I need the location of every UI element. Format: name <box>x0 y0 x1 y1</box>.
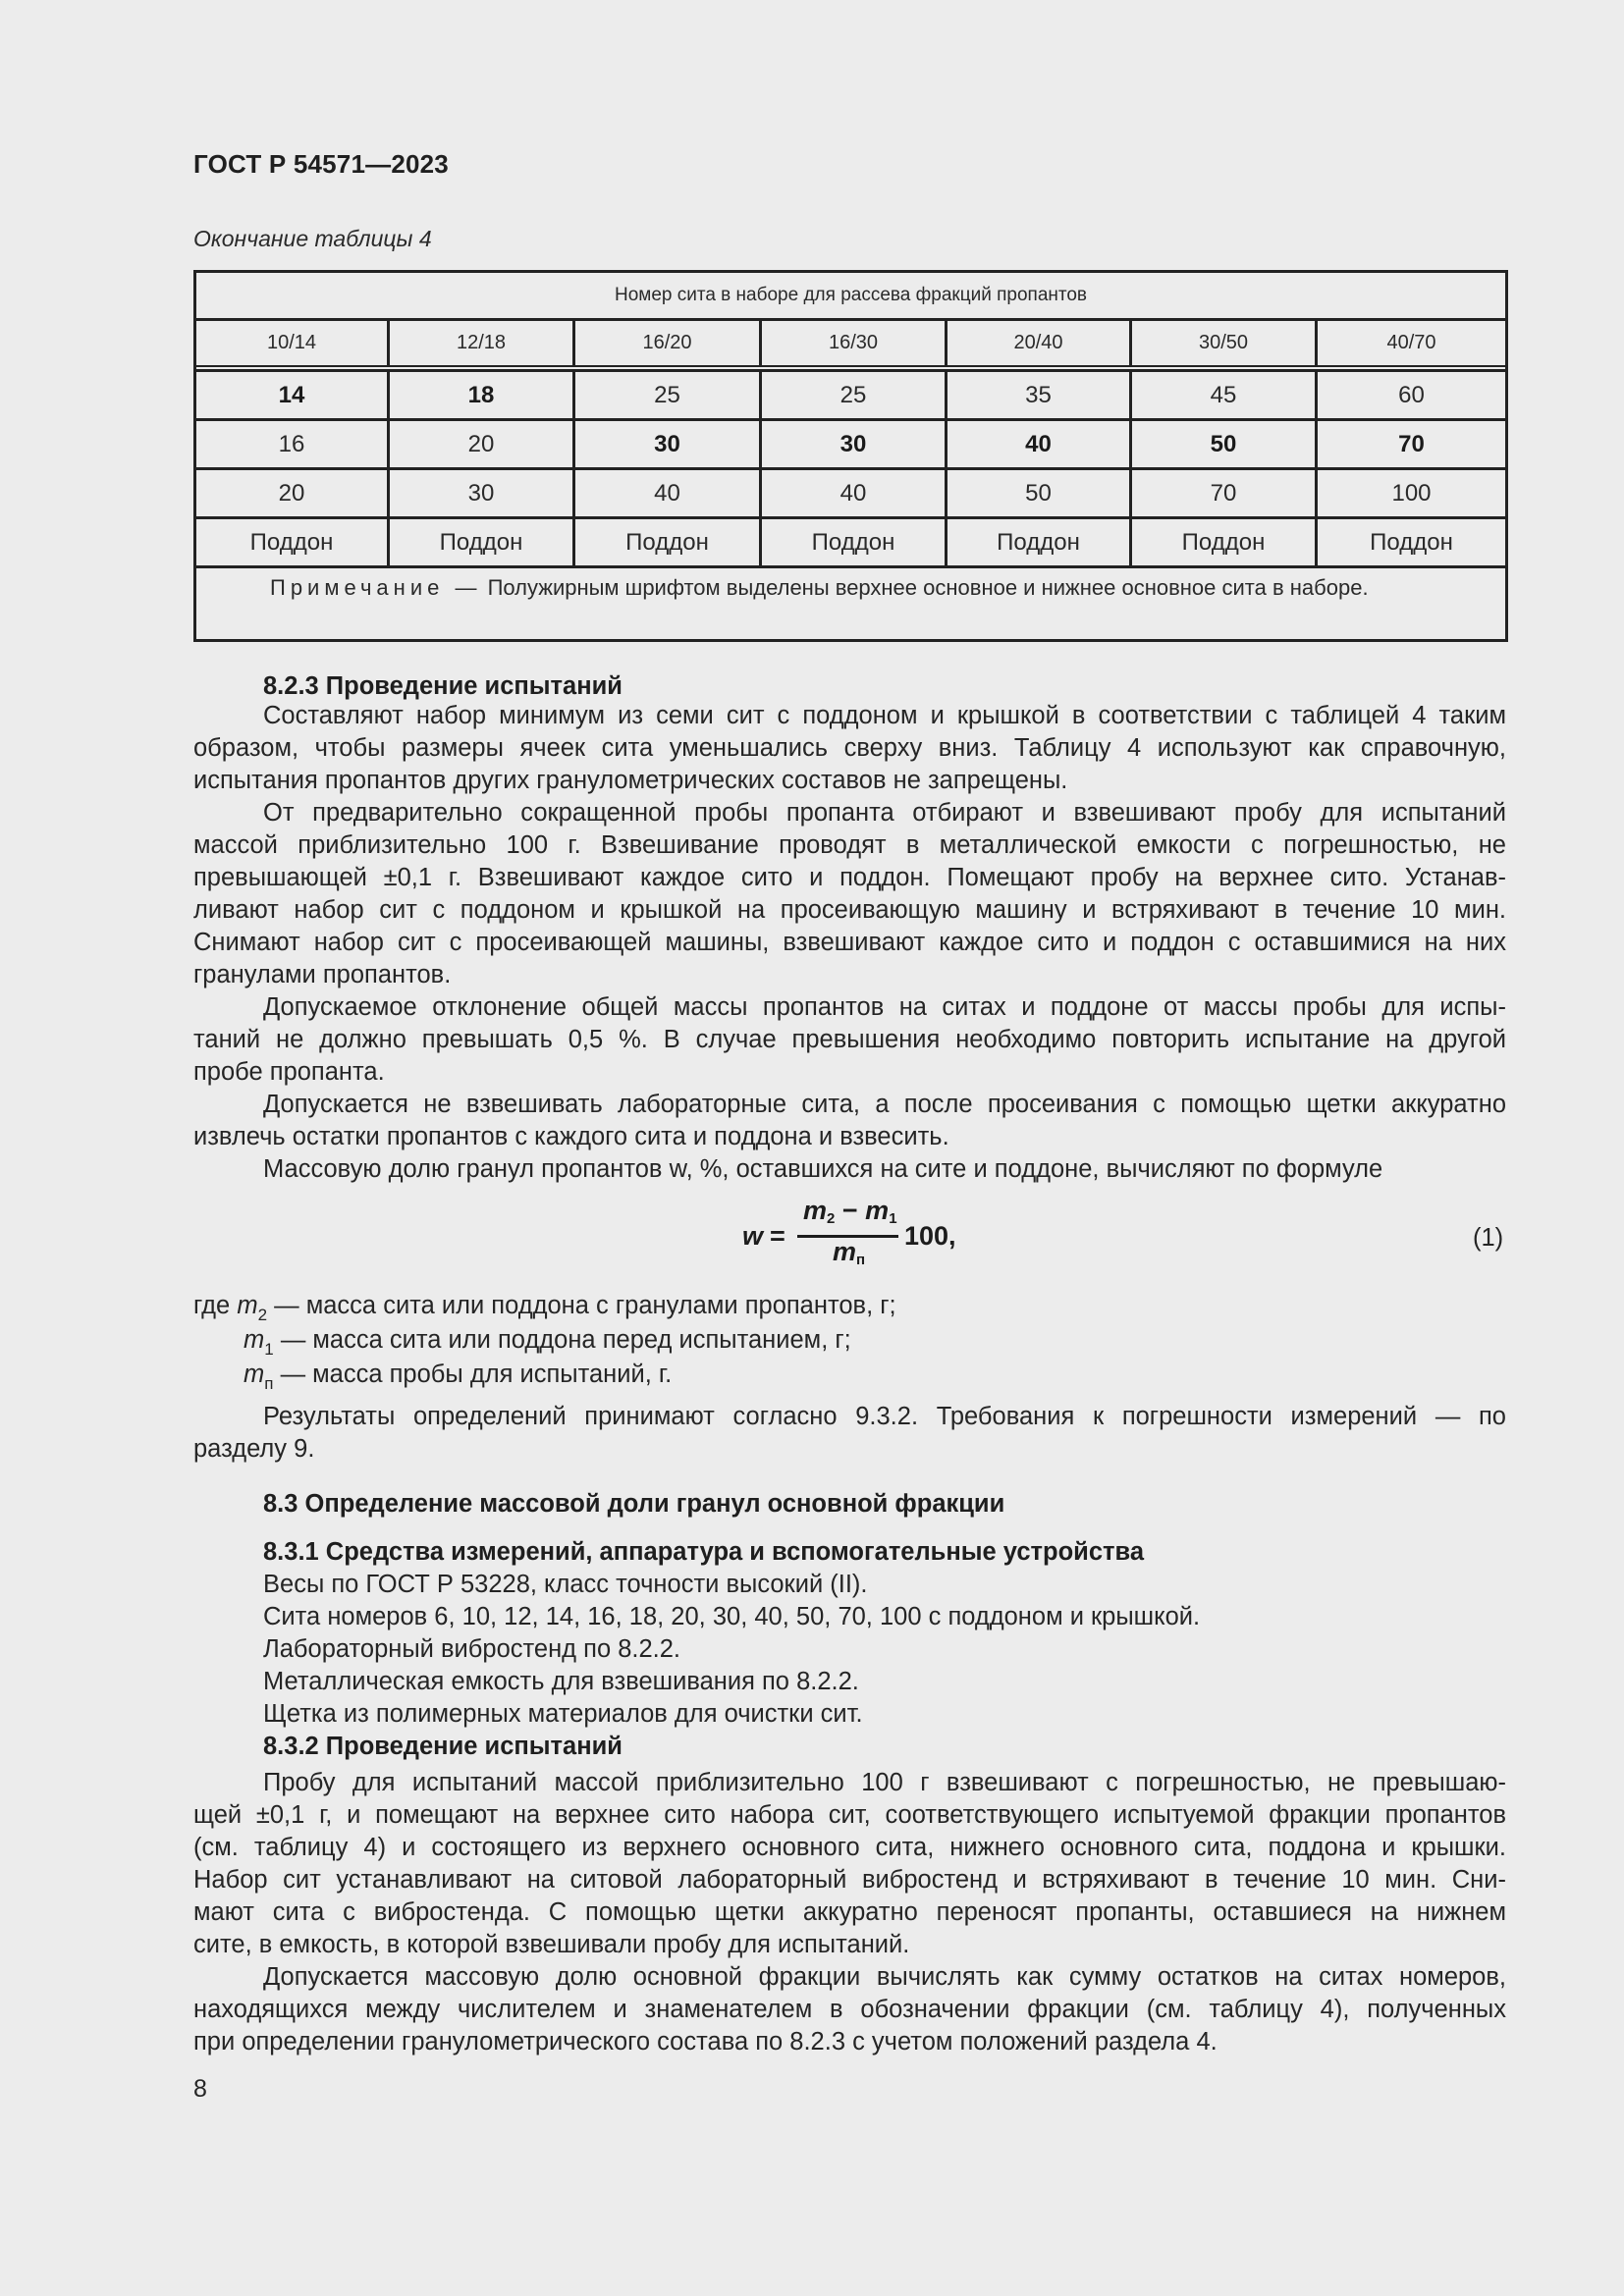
table-cell: 40 <box>575 470 762 516</box>
table-cell: 18 <box>390 372 575 418</box>
section-heading-8-2-3: 8.2.3 Проведение испытаний <box>263 672 623 700</box>
paragraph-line: Допускается массовую долю основной фракции вычислять как сумму остатков на ситах номеров, <box>263 1963 1506 1991</box>
table-cell: Поддон <box>390 519 575 565</box>
table-row <box>196 421 1505 470</box>
equipment-item: Металлическая емкость для взвешивания по 8.2.2. <box>263 1668 859 1695</box>
section-heading-8-3: 8.3 Определение массовой доли гранул основной фракции <box>263 1490 1005 1518</box>
sieve-table <box>193 270 1508 642</box>
column-header: 40/70 <box>1386 332 1436 353</box>
formula-lhs: w <box>742 1221 764 1251</box>
note-text: Полужирным шрифтом выделены верхнее основное и нижнее основное сита в наборе. <box>487 575 1369 600</box>
table-row <box>196 470 1505 519</box>
formula-equals: = <box>770 1221 785 1251</box>
formula-denominator: $m_п$ <box>833 1237 866 1268</box>
table-cell: 60 <box>1398 381 1425 408</box>
table-cell: Поддон <box>762 519 947 565</box>
column-header: 16/20 <box>575 321 762 365</box>
table-cell: Поддон <box>947 519 1132 565</box>
column-header: 30/50 <box>1132 321 1318 365</box>
paragraph-line: находящихся между числителем и знаменателем в обозначении фракции (см. таблицу 4), полученных <box>193 1996 1506 2023</box>
paragraph-line: Снимают набор сит с просеивающей машины, взвешивают каждое сито и поддон с оставшимися на них <box>193 929 1506 956</box>
variable-definition: где $m_2$ — масса сита или поддона с гранулами пропантов, г; <box>193 1292 896 1324</box>
table-span-header-row <box>196 273 1505 321</box>
column-header: 12/18 <box>390 321 575 365</box>
paragraph-line: мают сита с вибростенда. С помощью щетки аккуратно переносят пропанты, оставшиеся на нижнем <box>193 1898 1506 1926</box>
equipment-item: Щетка из полимерных материалов для очистки сит. <box>263 1700 863 1728</box>
table-cell: 35 <box>947 372 1132 418</box>
table-cell: Поддон <box>196 519 390 565</box>
paragraph-line: Пробу для испытаний массой приблизительно 100 г взвешивают с погрешностью, не превышаю- <box>263 1769 1506 1796</box>
column-header: 10/14 <box>196 321 390 365</box>
table-caption: Окончание таблицы 4 <box>193 226 432 251</box>
paragraph-line: таний не должно превышать 0,5 %. В случае превышения необходимо повторить испытание на другой <box>193 1026 1506 1053</box>
table-cell: 20 <box>390 421 575 467</box>
table-cell: Поддон <box>1370 528 1453 556</box>
variable-definition: $m_1$ — масса сита или поддона перед испытанием, г; <box>244 1326 851 1359</box>
paragraph-line: ливают набор сит с поддоном и крышкой на просеивающую машину и встряхивают в течение 10 мин. <box>193 896 1506 924</box>
table-cell: 40 <box>947 421 1132 467</box>
table-cell: 16 <box>196 421 390 467</box>
table-cell: 50 <box>947 470 1132 516</box>
paragraph-line: пробе пропанта. <box>193 1058 385 1086</box>
header-double-rule <box>196 365 1505 372</box>
paragraph-line: щей ±0,1 г, и помещают на верхнее сито набора сит, соответствующего испытуемой фракции пропантов <box>193 1801 1506 1829</box>
paragraph-line: Допускается не взвешивать лабораторные сита, а после просеивания с помощью щетки аккуратно <box>263 1091 1506 1118</box>
table-cell: 25 <box>575 372 762 418</box>
column-header: 16/30 <box>762 321 947 365</box>
page-number: 8 <box>193 2075 207 2103</box>
paragraph-line: Составляют набор минимум из семи сит с поддоном и крышкой в соответствии с таблицей 4 таким <box>263 702 1506 729</box>
table-cell: 50 <box>1132 421 1318 467</box>
equipment-item: Сита номеров 6, 10, 12, 14, 16, 18, 20, 30, 40, 50, 70, 100 с поддоном и крышкой. <box>263 1603 1201 1630</box>
table-cell: 25 <box>762 372 947 418</box>
paragraph-line: превышающей ±0,1 г. Взвешивают каждое сито и поддон. Помещают пробу на верхнее сито. Устанав- <box>193 864 1506 891</box>
table-cell: 40 <box>762 470 947 516</box>
paragraph-line: массой приблизительно 100 г. Взвешивание проводят в металлической емкости с погрешностью, не <box>193 831 1506 859</box>
paragraph-line: От предварительно сокращенной пробы пропанта отбирают и взвешивают пробу для испытаний <box>263 799 1506 827</box>
formula-factor: 100, <box>904 1221 956 1251</box>
table-row <box>196 372 1505 421</box>
table-cell: 45 <box>1132 372 1318 418</box>
formula-number: (1) <box>1473 1224 1504 1252</box>
paragraph-line: образом, чтобы размеры ячеек сита уменьшались сверху вниз. Таблицу 4 используют как справочную, <box>193 734 1506 762</box>
table-column-header-row <box>196 321 1505 365</box>
paragraph-line: извлечь остатки пропантов с каждого сита и поддона и взвесить. <box>193 1123 949 1150</box>
table-cell: 30 <box>762 421 947 467</box>
paragraph-line: Результаты определений принимают согласно 9.3.2. Требования к погрешности измерений — по <box>263 1403 1506 1430</box>
column-header: 20/40 <box>947 321 1132 365</box>
section-heading-8-3-2: 8.3.2 Проведение испытаний <box>263 1733 623 1760</box>
paragraph-line: Набор сит устанавливают на ситовой лабораторный вибростенд и встряхивают в течение 10 мин. Сни- <box>193 1866 1506 1894</box>
table-cell: 70 <box>1398 430 1425 457</box>
table-span-header: Номер сита в наборе для рассева фракций пропантов <box>614 285 1088 305</box>
table-cell: 14 <box>196 372 390 418</box>
note-label: Примечание — <box>270 575 482 600</box>
paragraph-line: разделу 9. <box>193 1435 315 1463</box>
variable-definition: $m_п$ — масса пробы для испытаний, г. <box>244 1361 673 1393</box>
paragraph-line: гранулами пропантов. <box>193 961 452 988</box>
table-cell: 100 <box>1391 479 1432 507</box>
table-cell: 70 <box>1132 470 1318 516</box>
paragraph-line: (см. таблицу 4) и состоящего из верхнего основного сита, нижнего основного сита, поддона и крышки. <box>193 1834 1506 1861</box>
table-cell: Поддон <box>575 519 762 565</box>
equipment-item: Весы по ГОСТ Р 53228, класс точности высокий (II). <box>263 1571 868 1598</box>
paragraph-line: Массовую долю гранул пропантов w, %, оставшихся на сите и поддоне, вычисляют по формуле <box>263 1155 1383 1183</box>
document-id-header: ГОСТ Р 54571—2023 <box>193 149 449 179</box>
paragraph-line: Допускаемое отклонение общей массы пропантов на ситах и поддоне от массы пробы для испы- <box>263 993 1506 1021</box>
paragraph-line: сите, в емкость, в которой взвешивали пробу для испытаний. <box>193 1931 910 1958</box>
equipment-item: Лабораторный вибростенд по 8.2.2. <box>263 1635 681 1663</box>
paragraph-line: испытания пропантов других гранулометрических составов не запрещены. <box>193 767 1068 794</box>
table-note <box>196 565 1505 639</box>
paragraph-line: при определении гранулометрического состава по 8.2.3 с учетом положений раздела 4. <box>193 2028 1218 2056</box>
table-cell: 20 <box>196 470 390 516</box>
table-cell: 30 <box>575 421 762 467</box>
section-heading-8-3-1: 8.3.1 Средства измерений, аппаратура и вспомогательные устройства <box>263 1538 1145 1566</box>
table-row <box>196 519 1505 568</box>
formula-numerator: $m_2 - m_1$ <box>803 1196 897 1227</box>
table-cell: Поддон <box>1132 519 1318 565</box>
table-cell: 30 <box>390 470 575 516</box>
